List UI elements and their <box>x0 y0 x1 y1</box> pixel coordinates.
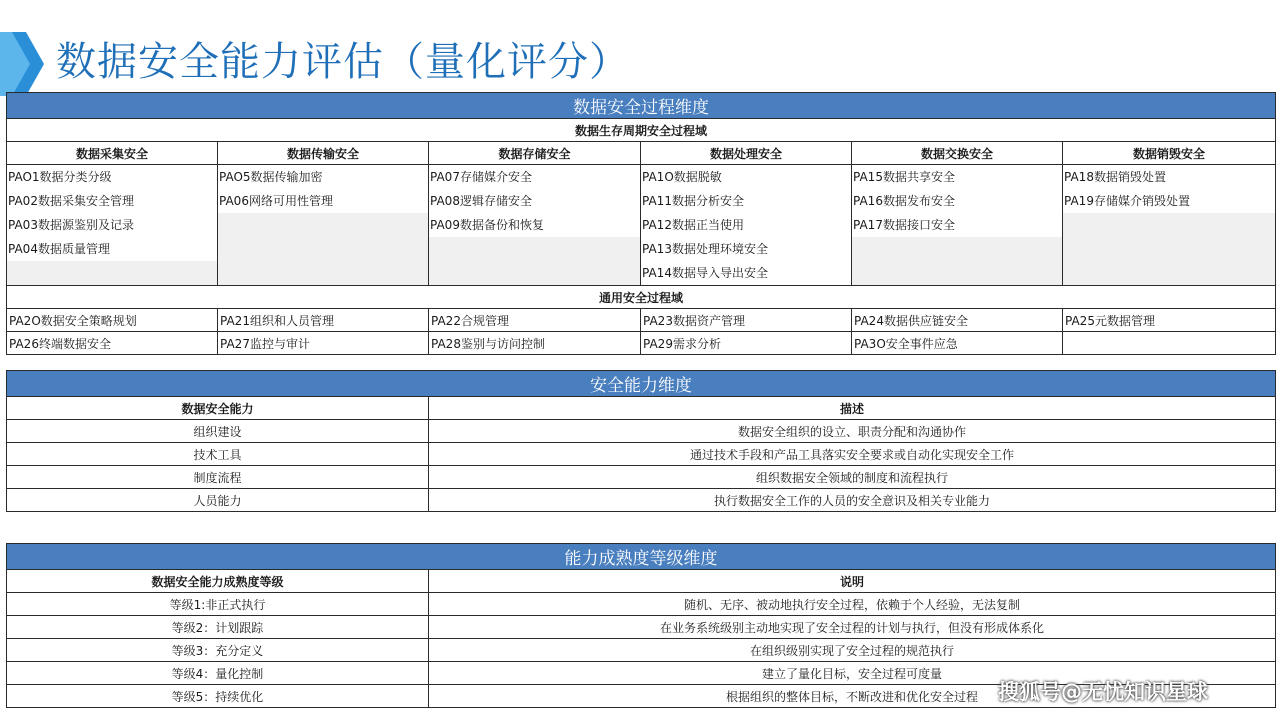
table-row <box>7 616 1276 639</box>
column-header: 数据交换安全 <box>852 142 1063 165</box>
maturity-level: 等级3：充分定义 <box>7 639 429 662</box>
column-header: 数据存储安全 <box>429 142 641 165</box>
table-row <box>7 309 1276 332</box>
capability-name: 人员能力 <box>7 489 429 512</box>
capability-name: 技术工具 <box>7 443 429 466</box>
lifecycle-column <box>1063 165 1276 286</box>
process-item: PA12数据正当使用 <box>641 213 851 237</box>
capability-name: 组织建设 <box>7 420 429 443</box>
process-band: 数据安全过程维度 <box>7 93 1276 119</box>
table-row <box>7 443 1276 466</box>
capability-description: 组织数据安全领域的制度和流程执行 <box>429 466 1276 489</box>
column-header: 数据销毁安全 <box>1063 142 1276 165</box>
general-item: PA29需求分析 <box>641 332 852 355</box>
capability-description: 数据安全组织的设立、职责分配和沟通协作 <box>429 420 1276 443</box>
column-header: 数据安全能力 <box>7 397 429 420</box>
general-item: PA24数据供应链安全 <box>852 309 1063 332</box>
column-header: 说明 <box>429 570 1276 593</box>
maturity-description: 在业务系统级别主动地实现了安全过程的计划与执行，但没有形成体系化 <box>429 616 1276 639</box>
general-item <box>1063 332 1276 355</box>
process-item: PA02数据采集安全管理 <box>7 189 217 213</box>
maturity-description: 建立了量化目标，安全过程可度量 <box>429 662 1276 685</box>
table-row <box>7 332 1276 355</box>
maturity-description: 随机、无序、被动地执行安全过程，依赖于个人经验，无法复制 <box>429 593 1276 616</box>
column-header: 数据安全能力成熟度等级 <box>7 570 429 593</box>
capability-description: 执行数据安全工作的人员的安全意识及相关专业能力 <box>429 489 1276 512</box>
process-item: PA08逻辑存储安全 <box>429 189 640 213</box>
maturity-level: 等级5：持续优化 <box>7 685 429 708</box>
process-item: PA06网络可用性管理 <box>218 189 428 213</box>
general-item: PA25元数据管理 <box>1063 309 1276 332</box>
process-item: PA19存储媒介销毁处置 <box>1063 189 1275 213</box>
maturity-level: 等级2：计划跟踪 <box>7 616 429 639</box>
process-item: PA18数据销毁处置 <box>1063 165 1275 189</box>
process-item: PA1O数据脱敏 <box>641 165 851 189</box>
lifecycle-label: 数据生存周期安全过程域 <box>7 119 1276 142</box>
maturity-level: 等级4：量化控制 <box>7 662 429 685</box>
column-header: 数据传输安全 <box>218 142 429 165</box>
maturity-description: 在组织级别实现了安全过程的规范执行 <box>429 639 1276 662</box>
general-label: 通用安全过程域 <box>7 286 1276 309</box>
watermark: 搜狐号@无忧知识星球 <box>998 680 1208 704</box>
capability-description: 通过技术手段和产品工具落实安全要求或自动化实现安全工作 <box>429 443 1276 466</box>
process-item: PA03数据源鉴别及记录 <box>7 213 217 237</box>
general-item: PA3O安全事件应急 <box>852 332 1063 355</box>
table-row <box>7 593 1276 616</box>
lifecycle-column <box>852 165 1063 286</box>
capability-band: 安全能力维度 <box>7 371 1276 397</box>
process-item: PA17数据接口安全 <box>852 213 1062 237</box>
page-title: 数据安全能力评估（量化评分） <box>56 39 630 85</box>
capability-name: 制度流程 <box>7 466 429 489</box>
general-item: PA22合规管理 <box>429 309 641 332</box>
process-item: PA14数据导入导出安全 <box>641 261 851 285</box>
general-item: PA26终端数据安全 <box>7 332 218 355</box>
column-header: 描述 <box>429 397 1276 420</box>
maturity-description: 根据组织的整体目标，不断改进和优化安全过程 <box>429 685 1276 708</box>
general-item: PA2O数据安全策略规划 <box>7 309 218 332</box>
lifecycle-column <box>429 165 641 286</box>
process-item: PA13数据处理环境安全 <box>641 237 851 261</box>
process-item: PA07存储媒介安全 <box>429 165 640 189</box>
general-item: PA28鉴别与访问控制 <box>429 332 641 355</box>
column-header: 数据采集安全 <box>7 142 218 165</box>
process-dimension-table <box>6 92 1275 355</box>
lifecycle-column <box>641 165 852 286</box>
lifecycle-column <box>218 165 429 286</box>
general-item: PA27监控与审计 <box>218 332 429 355</box>
column-header: 数据处理安全 <box>641 142 852 165</box>
process-item: PA16数据发布安全 <box>852 189 1062 213</box>
table-row <box>7 466 1276 489</box>
lifecycle-column <box>7 165 218 286</box>
process-item: PA04数据质量管理 <box>7 237 217 261</box>
table-row <box>7 489 1276 512</box>
maturity-band: 能力成熟度等级维度 <box>7 544 1276 570</box>
general-item: PA23数据资产管理 <box>641 309 852 332</box>
table-row <box>7 420 1276 443</box>
table-row <box>7 639 1276 662</box>
general-item: PA21组织和人员管理 <box>218 309 429 332</box>
process-item: PA09数据备份和恢复 <box>429 213 640 237</box>
process-item: PA11数据分析安全 <box>641 189 851 213</box>
process-item: PAO1数据分类分级 <box>7 165 217 189</box>
process-item: PA15数据共享安全 <box>852 165 1062 189</box>
capability-dimension-table <box>6 370 1275 512</box>
maturity-level: 等级1:非正式执行 <box>7 593 429 616</box>
process-item: PAO5数据传输加密 <box>218 165 428 189</box>
